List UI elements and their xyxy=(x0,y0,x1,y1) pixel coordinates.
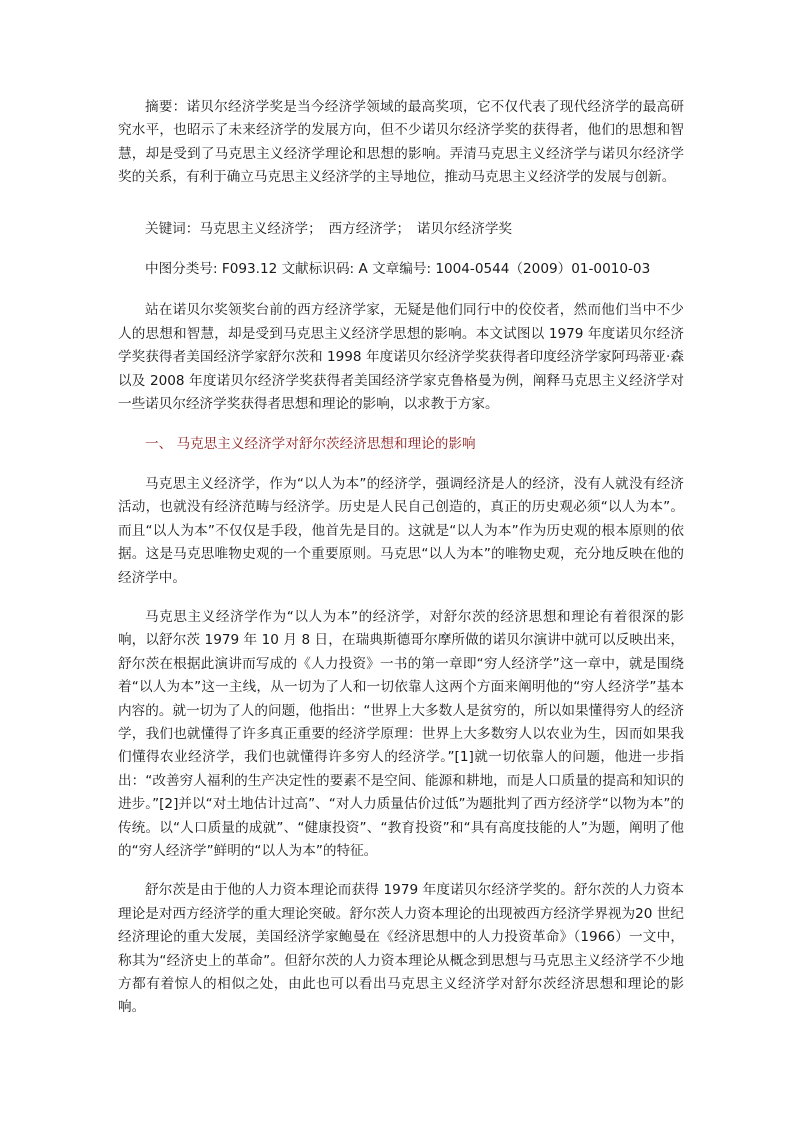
keywords-line: 关键词：马克思主义经济学； 西方经济学； 诺贝尔经济学奖 xyxy=(145,220,513,237)
section-heading: 一、 马克思主义经济学对舒尔茨经济思想和理论的影响 xyxy=(145,436,476,453)
body-paragraph-3: 舒尔茨是由于他的人力资本理论而获得 1979 年度诺贝尔经济学奖的。舒尔茨的人力资本理论是对西方经济学的重大理论突破。舒尔茨人力资本理论的出现被西方经济学界视为20 世纪经济理论的重大发展，美国经济学家鲍曼在《经济思想中的人力投资革命》（1966）一文中，称其为“经济史上的革命”。但舒尔茨的人力资本理论从概念到思想与马克思主义经济学不少地方都有着惊人的相似之处，由此也可以看出马克思主义经济学对舒尔茨经济思想和理论的影响。 xyxy=(118,882,684,1016)
body-paragraph-1: 马克思主义经济学，作为“以人为本”的经济学，强调经济是人的经济，没有人就没有经济活动，也就没有经济范畴与经济学。历史是人民自己创造的，真正的历史观必须“以人为本”。而且“以人为本”不仅仅是手段，他首先是目的。这就是“以人为本”作为历史观的根本原则的依据。这是马克思唯物史观的一个重要原则。马克思“以人为本”的唯物史观，充分地反映在他的经济学中。 xyxy=(118,475,684,586)
intro-paragraph: 站在诺贝尔奖领奖台前的西方经济学家，无疑是他们同行中的佼佼者，然而他们当中不少人的思想和智慧，却是受到马克思主义经济学思想的影响。本文试图以 1979 年度诺贝尔经济学奖获得者美国经济学家舒尔茨和 1998 年度诺贝尔经济学奖获得者印度经济学家阿玛蒂亚·森以及 2008 年度诺贝尔经济学奖获得者美国经济学家克鲁格曼为例，阐释马克思主义经济学对一些诺贝尔经济学奖获得者思想和理论的影响，以求教于方家。 xyxy=(118,302,684,413)
abstract-paragraph: 摘要：诺贝尔经济学奖是当今经济学领域的最高奖项，它不仅代表了现代经济学的最高研究水平，也昭示了未来经济学的发展方向，但不少诺贝尔经济学奖的获得者，他们的思想和智慧，却是受到了马克思主义经济学理论和思想的影响。弄清马克思主义经济学与诺贝尔经济学奖的关系，有利于确立马克思主义经济学的主导地位，推动马克思主义经济学的发展与创新。 xyxy=(118,99,684,186)
body-paragraph-2: 马克思主义经济学作为“以人为本”的经济学，对舒尔茨的经济思想和理论有着很深的影响，以舒尔茨 1979 年 10 月 8 日，在瑞典斯德哥尔摩所做的诺贝尔演讲中就可以反映出来，舒尔茨在根据此演讲而写成的《人力投资》一书的第一章即“穷人经济学”这一章中，就是围绕着“以人为本”这一主线，从一切为了人和一切依靠人这两个方面来阐明他的“穷人经济学”基本内容的。就一切为了人的问题，他指出：“世界上大多数人是贫穷的，所以如果懂得穷人的经济学，我们也就懂得了许多真正重要的经济学原理：世界上大多数穷人以农业为生，因而如果我们懂得农业经济学，我们也就懂得许多穷人的经济学。”[1]就一切依靠人的问题，他进一步指出：“改善穷人福利的生产决定性的要素不是空间、能源和耕地，而是人口质量的提高和知识的进步。”[2]并以“对土地估计过高”、“对人力质量估价过低”为题批判了西方经济学“以物为本”的传统。以“人口质量的成就”、“健康投资”、“教育投资”和“具有高度技能的人”为题，阐明了他的“穷人经济学”鲜明的“以人为本”的特征。 xyxy=(118,608,684,859)
article-page xyxy=(118,96,684,1036)
classification-line: 中图分类号: F093.12 文献标识码: A 文章编号: 1004-0544（2009）01-0010-03 xyxy=(145,261,651,278)
